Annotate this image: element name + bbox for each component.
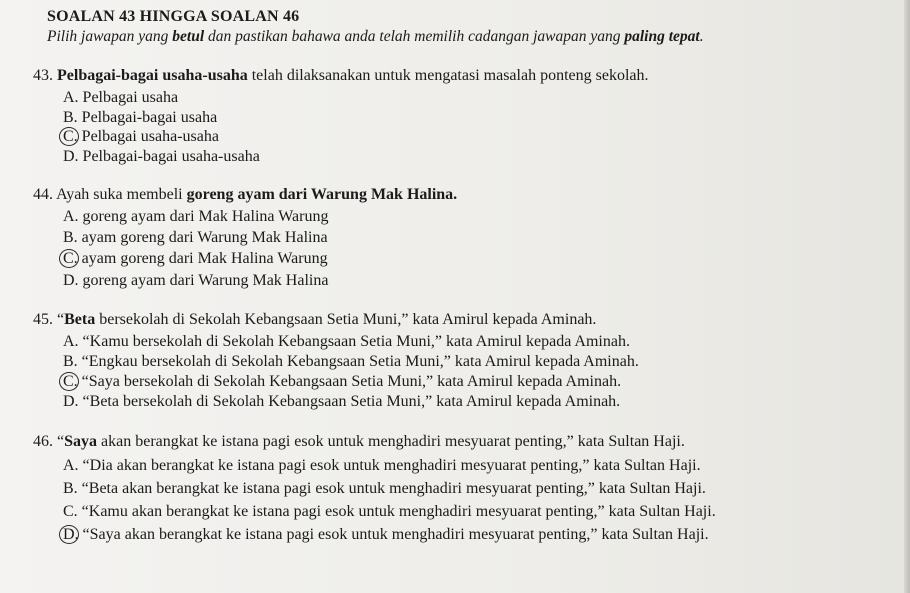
question-43: 43. Pelbagai-bagai usaha-usaha telah dilaksanakan untuk mengatasi masalah ponteng sekolah. [33,67,649,84]
q46-option-c[interactable]: C. “Kamu akan berangkat ke istana pagi esok untuk menghadiri mesyuarat penting,” kata Sultan Haji. [63,503,716,520]
question-45: 45. “Beta bersekolah di Sekolah Kebangsaan Setia Muni,” kata Amirul kepada Aminah. [33,311,597,328]
q46-option-a[interactable]: A. “Dia akan berangkat ke istana pagi esok untuk menghadiri mesyuarat penting,” kata Sultan Haji. [63,457,701,474]
question-44: 44. Ayah suka membeli goreng ayam dari Warung Mak Halina. [33,186,458,203]
q43-option-c[interactable]: C. Pelbagai usaha-usaha [63,128,219,146]
q45-option-b[interactable]: B. “Engkau bersekolah di Sekolah Kebangsaan Setia Muni,” kata Amirul kepada Aminah. [63,353,639,370]
q44-option-a[interactable]: A. goreng ayam dari Mak Halina Warung [63,208,329,225]
selected-answer-circle [59,127,79,146]
instructions: Pilih jawapan yang betul dan pastikan bahawa anda telah memilih cadangan jawapan yang paling tepat. [47,28,704,45]
section-title: SOALAN 43 HINGGA SOALAN 46 [47,8,300,25]
q44-option-c[interactable]: C. ayam goreng dari Mak Halina Warung [63,250,328,268]
q45-option-a[interactable]: A. “Kamu bersekolah di Sekolah Kebangsaan Setia Muni,” kata Amirul kepada Aminah. [63,333,630,350]
q46-option-d[interactable]: D. “Saya akan berangkat ke istana pagi esok untuk menghadiri mesyuarat penting,” kata Sultan Haji. [63,526,709,544]
q45-option-c[interactable]: C. “Saya bersekolah di Sekolah Kebangsaan Setia Muni,” kata Amirul kepada Aminah. [63,373,621,391]
q44-option-b[interactable]: B. ayam goreng dari Warung Mak Halina [63,229,328,246]
selected-answer-circle [59,372,79,391]
question-46: 46. “Saya akan berangkat ke istana pagi esok untuk menghadiri mesyuarat penting,” kata Sultan Haji. [33,433,685,450]
q43-option-a[interactable]: A. Pelbagai usaha [63,89,179,106]
q43-option-b[interactable]: B. Pelbagai-bagai usaha [63,109,218,126]
selected-answer-circle [59,525,79,544]
q44-option-d[interactable]: D. goreng ayam dari Warung Mak Halina [63,272,329,289]
q46-option-b[interactable]: B. “Beta akan berangkat ke istana pagi esok untuk menghadiri mesyuarat penting,” kata Sultan Haji. [63,480,706,497]
page-edge [904,0,910,593]
q45-option-d[interactable]: D. “Beta bersekolah di Sekolah Kebangsaan Setia Muni,” kata Amirul kepada Aminah. [63,393,621,410]
q43-option-d[interactable]: D. Pelbagai-bagai usaha-usaha [63,148,260,165]
selected-answer-circle [59,249,79,268]
